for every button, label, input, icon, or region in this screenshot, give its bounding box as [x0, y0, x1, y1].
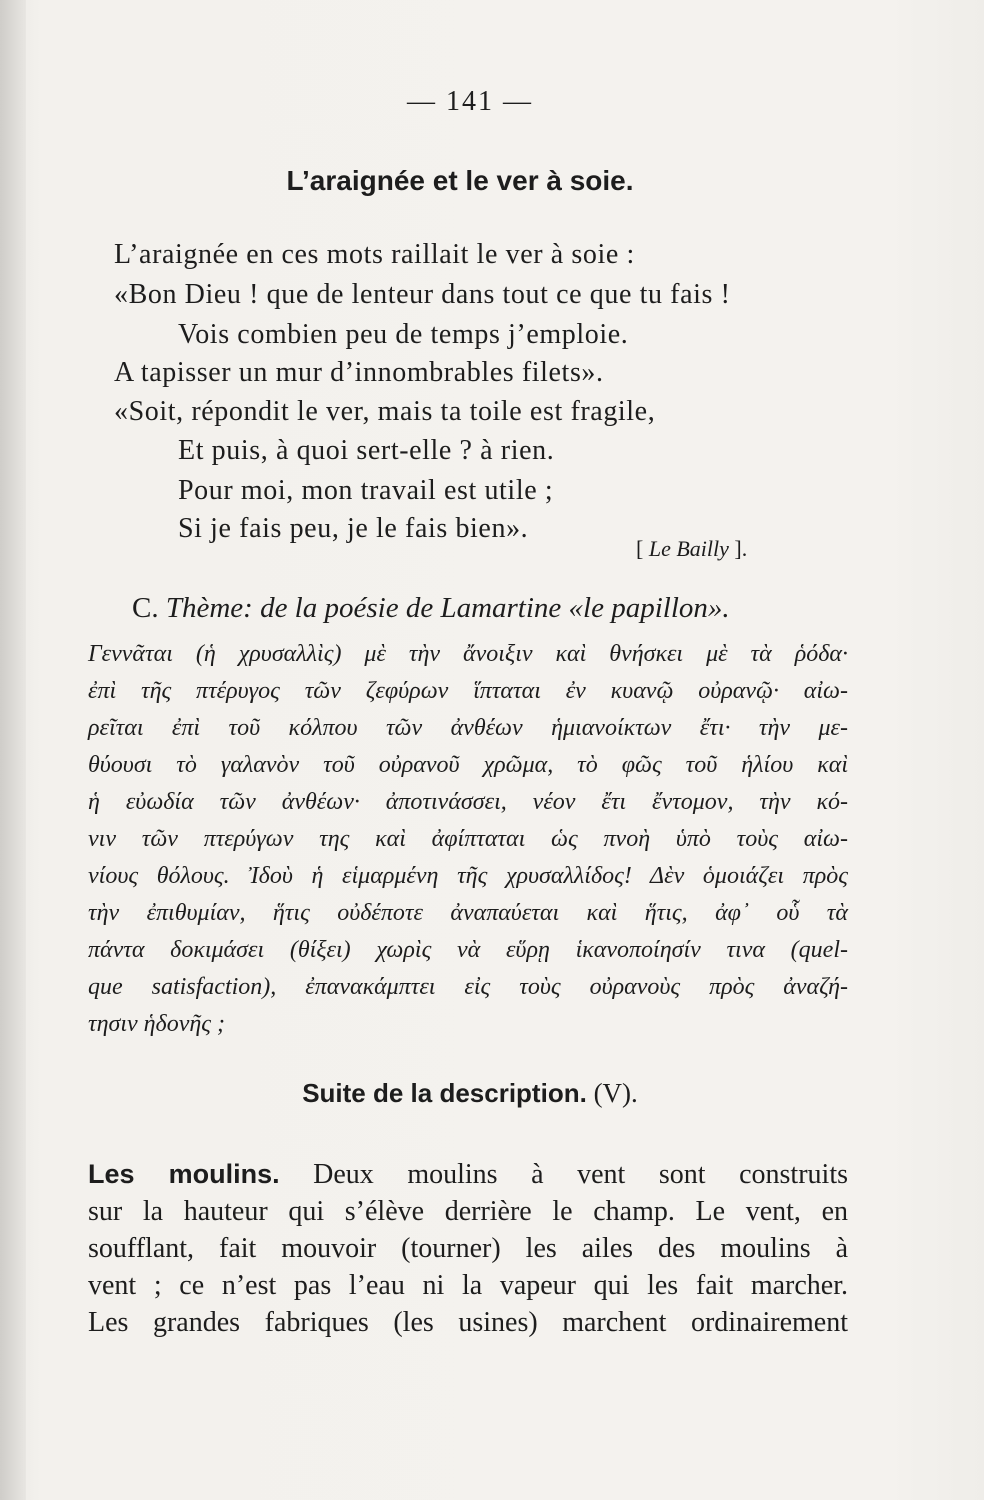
- greek-line: νίους θόλους. Ἰδοὺ ἡ εἱμαρμένη τῆς χρυσαλλίδος! Δὲν ὁμοιάζει πρὸς: [88, 863, 848, 889]
- prose-line: vent ; ce n’est pas l’eau ni la vapeur qui les fait marcher.: [88, 1270, 848, 1301]
- poem-verse: A tapisser un mur d’innombrables filets».: [114, 357, 604, 388]
- poem-verse: Vois combien peu de temps j’emploie.: [178, 319, 629, 350]
- greek-line: Γεννᾶται (ἡ χρυσαλλὶς) μὲ τὴν ἄνοιξιν καὶ θνήσκει μὲ τὰ ῥόδα·: [88, 641, 848, 667]
- prose-line: sur la hauteur qui s’élève derrière le champ. Le vent, en: [88, 1196, 848, 1227]
- poem-verse: «Bon Dieu ! que de lenteur dans tout ce que tu fais !: [114, 279, 731, 310]
- attribution-author: Le Bailly: [648, 536, 729, 561]
- section-subtitle: [0, 1078, 940, 1109]
- attribution-bracket-close: ].: [728, 536, 748, 561]
- page-spine-shadow: [0, 0, 26, 1500]
- prose-lead-heading: Les moulins.: [88, 1159, 280, 1189]
- greek-line: νιν τῶν πτερύγων της καὶ ἀφίπταται ὡς πνοὴ ὑπὸ τοὺς αἰω-: [88, 826, 848, 852]
- subtitle-number: (V).: [586, 1078, 638, 1108]
- poem-verse: L’araignée en ces mots raillait le ver à soie :: [114, 239, 635, 270]
- prose-line: Les grandes fabriques (les usines) marchent ordinairement: [88, 1307, 848, 1338]
- greek-line: ρεῖται ἐπὶ τοῦ κόλπου τῶν ἀνθέων ἡμιανοίκτων ἔτι· τὴν με-: [88, 715, 848, 741]
- greek-line: τησιν ἡδονῆς ;: [88, 1011, 226, 1037]
- greek-line: que satisfaction), ἐπανακάμπτει εἰς τοὺς οὐρανοὺς πρὸς ἀναζή-: [88, 974, 848, 1000]
- greek-line: τὴν ἐπιθυμίαν, ἥτις οὐδέποτε ἀναπαύεται καὶ ἥτις, ἀφ᾽ οὗ τὰ: [88, 900, 848, 926]
- poem-title: L’araignée et le ver à soie.: [286, 165, 634, 196]
- poem-verse: Et puis, à quoi sert-elle ? à rien.: [178, 435, 555, 466]
- prose-line: [88, 1156, 848, 1193]
- theme-label: C.: [132, 592, 159, 624]
- greek-line: ἡ εὐωδία τῶν ἀνθέων· ἀποτινάσσει, νέον ἔτι ἔντομον, τὴν κό-: [88, 789, 848, 815]
- poem-attribution: [636, 536, 747, 562]
- greek-line: πάντα δοκιμάσει (θίξει) χωρὶς νὰ εὕρῃ ἱκανοποίησίν τινα (quel-: [88, 937, 848, 963]
- greek-line: ἐπὶ τῆς πτέρυγος τῶν ζεφύρων ἵπταται ἐν κυανῷ οὐρανῷ· αἰω-: [88, 678, 848, 704]
- poem-verse: «Soit, répondit le ver, mais ta toile est fragile,: [114, 396, 656, 427]
- poem-verse: Si je fais peu, je le fais bien».: [178, 513, 529, 544]
- poem-verse: Pour moi, mon travail est utile ;: [178, 475, 554, 506]
- page-number: — 141 —: [407, 86, 533, 117]
- prose-line-text: Deux moulins à vent sont construits: [279, 1159, 848, 1190]
- greek-passage: [88, 636, 848, 1043]
- prose-paragraph: [88, 1156, 848, 1341]
- attribution-bracket-open: [: [636, 536, 649, 561]
- greek-line: θύουσι τὸ γαλανὸν τοῦ οὐρανοῦ χρῶμα, τὸ φῶς τοῦ ἡλίου καὶ: [88, 752, 848, 778]
- subtitle-main: Suite de la description.: [302, 1078, 587, 1108]
- theme-text: Thème: de la poésie de Lamartine «le papillon».: [165, 592, 730, 624]
- theme-heading: [132, 592, 730, 625]
- prose-line: soufflant, fait mouvoir (tourner) les ailes des moulins à: [88, 1233, 848, 1264]
